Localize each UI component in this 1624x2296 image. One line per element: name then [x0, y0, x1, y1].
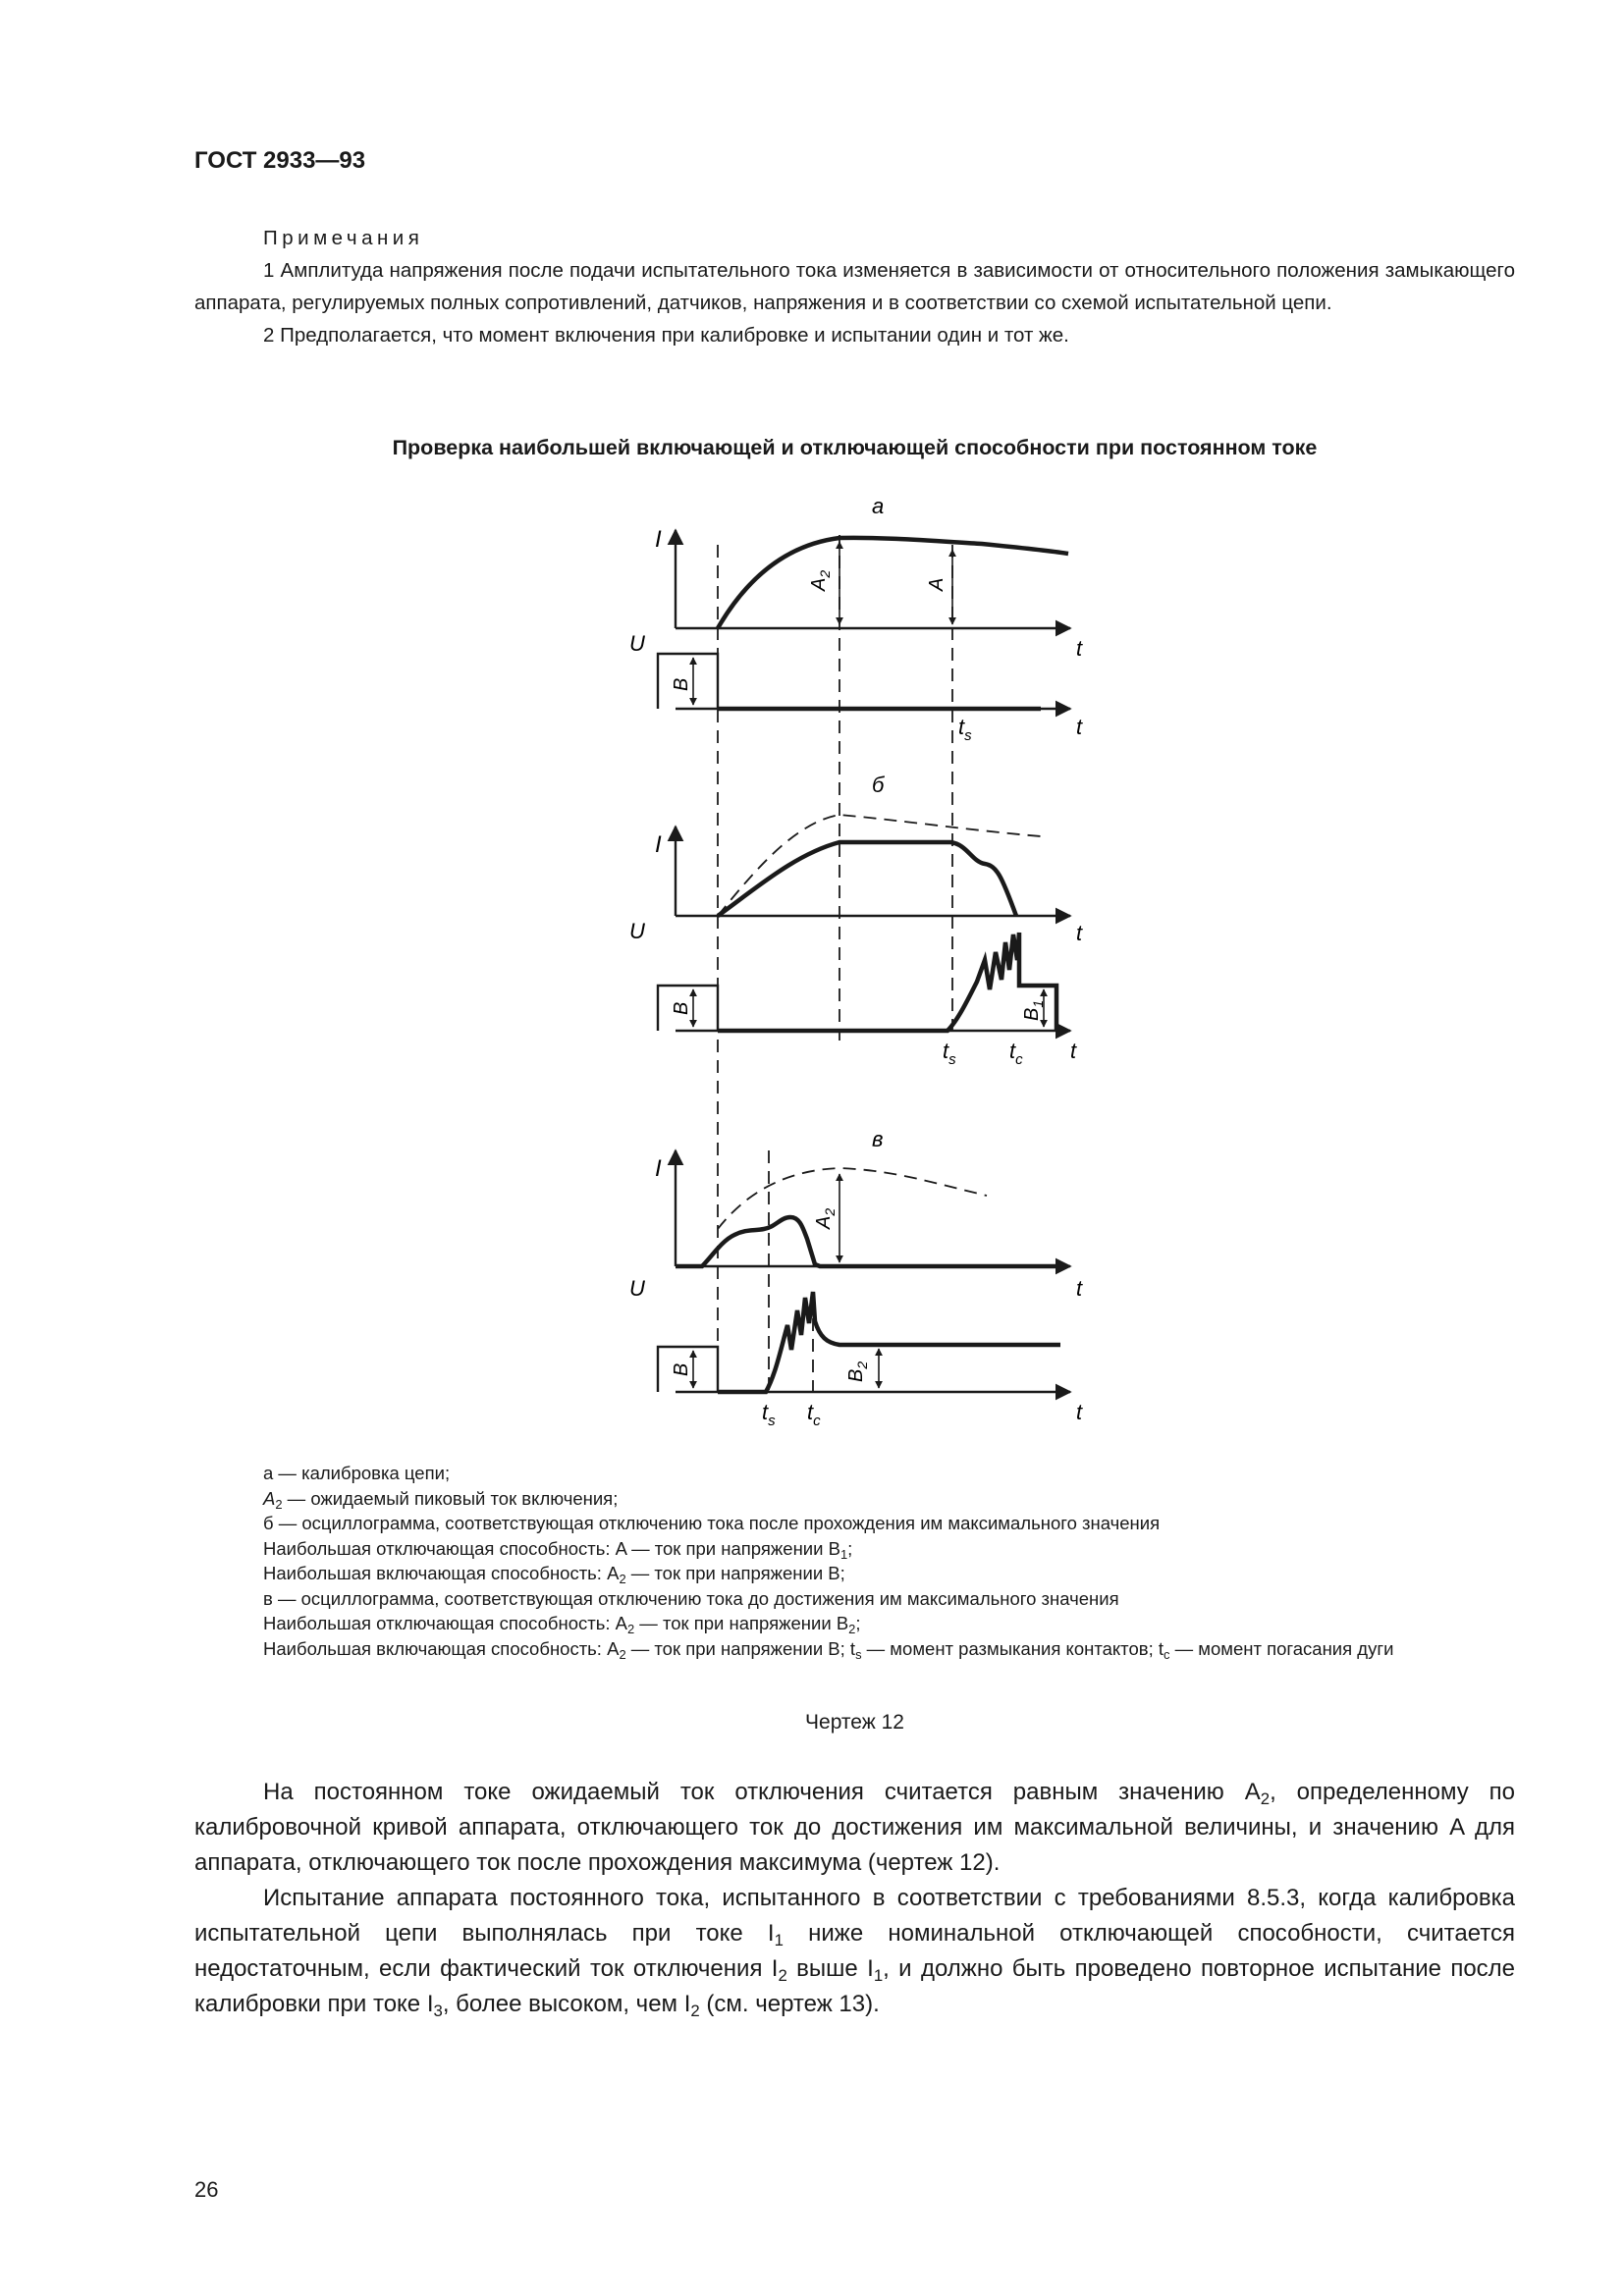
label-b1-b: $B_1$	[1021, 999, 1046, 1021]
label-b2-v: $B_2$	[845, 1361, 870, 1382]
axis-t-v1: t	[1076, 1276, 1083, 1301]
oscillogram-figure	[604, 485, 1085, 1427]
axis-t-b2: t	[1070, 1039, 1077, 1063]
label-ts-b: $t_s$	[943, 1039, 956, 1068]
figure-title: Проверка наибольшей включающей и отключающей способности при постоянном токе	[392, 436, 1318, 459]
axis-i-v: I	[655, 1155, 662, 1182]
document-header: ГОСТ 2933—93	[194, 147, 366, 174]
legend-line-4: Наибольшая отключающая способность: A — ток при напряжении $B_1$;	[263, 1537, 853, 1562]
notes-block	[194, 222, 1515, 351]
axis-i-a: I	[655, 526, 662, 553]
notes-heading: Примечания	[263, 227, 424, 249]
axis-t-b1: t	[1076, 921, 1083, 945]
axis-i-b: I	[655, 831, 662, 858]
figure-legend	[194, 1461, 1515, 1661]
label-a-a: A	[926, 577, 947, 591]
paragraph-1: На постоянном токе ожидаемый ток отключения считается равным значению $A_2$, определенному по калибровочной кривой аппарата, отключающего ток до достижения им максимальной величины, и значению A для аппарата, отключающего ток после прохождения максимума (чертеж 12).	[194, 1779, 1516, 1876]
current-curve-v	[676, 1217, 1056, 1266]
panel-a	[629, 494, 1083, 744]
label-b-a: B	[671, 677, 692, 691]
panel-v	[629, 1127, 1083, 1427]
figure-caption: Чертеж 12	[805, 1711, 904, 1734]
note-2: 2 Предполагается, что момент включения при калибровке и испытании один и тот же.	[263, 324, 1069, 347]
label-a2-v: $A_2$	[813, 1207, 838, 1229]
prospective-curve-v	[718, 1168, 987, 1229]
paragraph-2: Испытание аппарата постоянного тока, испытанного в соответствии с требованиями 8.5.3, когда калибровка испытательной цепи выполнялась при токе $I_1$ ниже номинальной отключающей способности, считается недостаточным, если фактический ток отключения $I_2$ выше $I_1$, и должно быть проведено повторное испытание после калибровки при токе $I_3$, более высоком, чем $I_2$ (см. чертеж 13).	[194, 1885, 1516, 2021]
legend-line-5: Наибольшая включающая способность: $A_2$ — ток при напряжении B;	[263, 1563, 845, 1586]
time-guides	[718, 535, 952, 1392]
axis-t-v2: t	[1076, 1400, 1083, 1424]
label-ts-a: $t_s$	[958, 715, 972, 744]
voltage-curve-b	[718, 933, 1056, 1031]
legend-line-6: в — осциллограмма, соответствующая отключению тока до достижения им максимального значения	[263, 1587, 1119, 1609]
label-tc-b: $t_c$	[1009, 1039, 1023, 1068]
axis-u-b: U	[629, 919, 645, 943]
axis-u-v: U	[629, 1276, 645, 1301]
page-number: 26	[194, 2177, 219, 2202]
label-ts-v: $t_s$	[762, 1400, 776, 1427]
body-text	[194, 1775, 1515, 2022]
legend-line-1: а — калибровка цепи;	[263, 1463, 451, 1483]
label-b-b: B	[671, 1001, 692, 1015]
panel-v-label: в	[872, 1127, 884, 1151]
label-tc-v: $t_c$	[807, 1400, 821, 1427]
axis-t-a2: t	[1076, 715, 1083, 739]
legend-line-3: б — осциллограмма, соответствующая отключению тока после прохождения им максимального значения	[263, 1513, 1161, 1533]
label-b-v: B	[671, 1362, 692, 1376]
axis-t-a1: t	[1076, 636, 1083, 661]
axis-u-a: U	[629, 631, 645, 656]
current-curve-a	[718, 538, 1068, 628]
current-curve-b	[718, 842, 1016, 916]
legend-line-8: Наибольшая включающая способность: $A_2$ — ток при напряжении B; $t_s$ — момент размыкания контактов; $t_c$ — момент погасания дуги	[263, 1637, 1394, 1662]
panel-a-label: а	[872, 494, 885, 518]
legend-line-2: $A_2$ — ожидаемый пиковый ток включения;	[263, 1487, 619, 1512]
note-1: 1 Амплитуда напряжения после подачи испытательного тока изменяется в зависимости от относительного положения замыкающего аппарата, регулируемых полных сопротивлений, датчиков, напряжения и в соответствии со схемой испытательной цепи.	[194, 259, 1515, 314]
panel-b	[629, 773, 1083, 1068]
legend-line-7: Наибольшая отключающая способность: $A_2$ — ток при напряжении $B_2$;	[263, 1613, 861, 1636]
panel-b-label: б	[872, 773, 885, 797]
label-a2-a: $A_2$	[808, 569, 833, 591]
